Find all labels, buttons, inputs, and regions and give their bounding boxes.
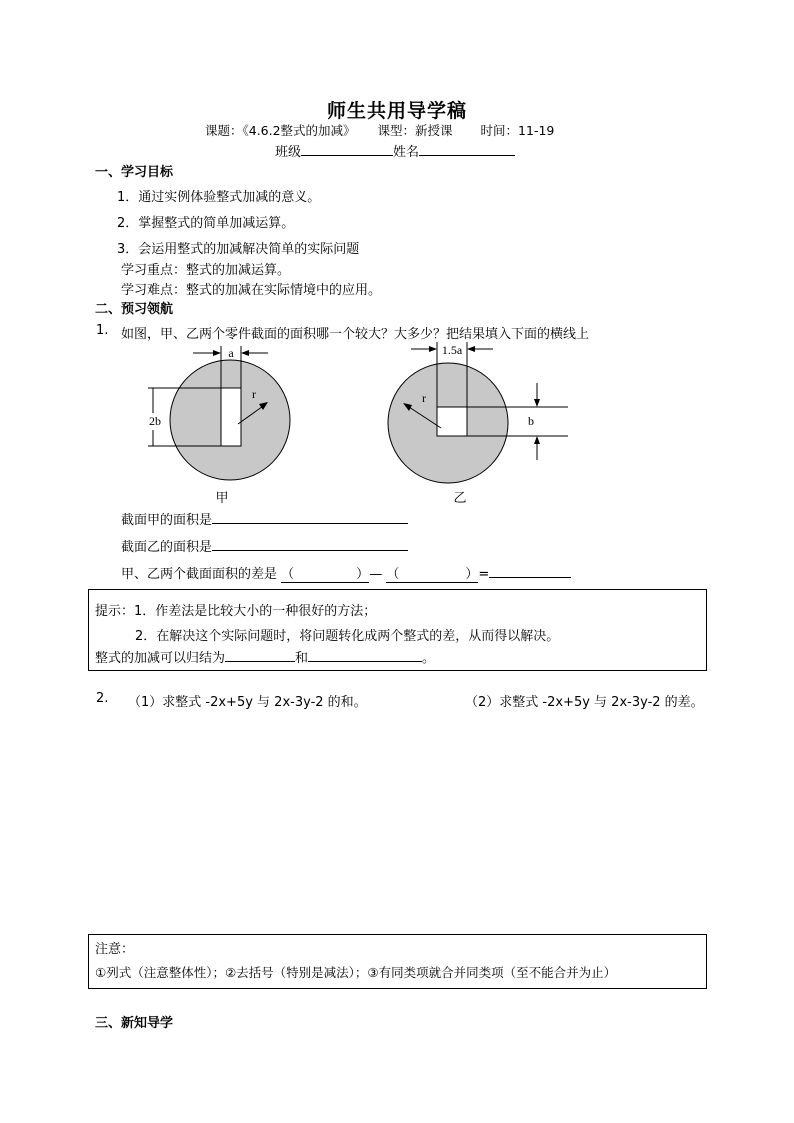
difference-blank-2[interactable]: （ ） (386, 567, 479, 582)
minus-sign: — (369, 567, 383, 582)
jia-height-label: 2b (149, 414, 161, 428)
jia-width-label: a (228, 346, 234, 360)
hint-line-1: 提示：1．作差法是比较大小的一种很好的方法； (95, 604, 377, 619)
note-title: 注意： (95, 942, 135, 957)
key-point: 学习重点：整式的加减运算。 (121, 263, 291, 278)
difference-line (121, 563, 571, 582)
goal-item: 1．通过实例体验整式加减的意义。 (117, 190, 321, 205)
figure-cross-sections (0, 0, 794, 520)
section1-heading: 一、学习目标 (95, 165, 174, 180)
hint-blank-2[interactable] (308, 648, 422, 662)
jia-hole (221, 388, 241, 446)
goal-item: 2．掌握整式的简单加减运算。 (117, 216, 295, 231)
lesson-type: 课型：新授课 (377, 123, 453, 138)
q2-number: 2. (96, 691, 109, 706)
difficulty: 学习难点：整式的加减在实际情境中的应用。 (121, 283, 382, 298)
page-title: 师生共用导学稿 (326, 100, 467, 122)
yi-radius-label: r (422, 391, 426, 405)
q2-part1: （1）求整式 -2x+5y 与 2x-3y-2 的和。 (128, 695, 367, 710)
q1-number: 1. (96, 323, 109, 338)
figure-yi (388, 342, 568, 505)
equals-sign: = (478, 567, 490, 582)
topic: 课题：《4.6.2整式的加减》 (205, 123, 356, 138)
area-jia-blank[interactable] (212, 510, 408, 524)
goal-item: 3．会运用整式的加减解决简单的实际问题 (117, 242, 360, 257)
difference-blank-1[interactable]: （ ） (281, 567, 370, 582)
yi-width-label: 1.5a (441, 343, 463, 357)
q2-part2: （2）求整式 -2x+5y 与 2x-3y-2 的差。 (465, 695, 704, 710)
lesson-time: 时间：11-19 (480, 123, 555, 138)
jia-radius-label: r (252, 387, 256, 401)
section3-heading: 三、新知导学 (95, 1016, 174, 1031)
area-yi-label: 截面乙的面积是 (121, 540, 213, 555)
area-jia-line (121, 509, 408, 528)
hint-line-2: 2．在解决这个实际问题时，将问题转化成两个整式的差，从而得以解决。 (135, 629, 560, 644)
name-label: 姓名 (393, 145, 420, 160)
yi-height-label: b (528, 414, 534, 428)
section2-heading: 二、预习领航 (95, 302, 174, 317)
hint-blank-1[interactable] (225, 648, 295, 662)
yi-hole (437, 407, 467, 436)
class-label: 班级 (275, 145, 302, 160)
q1-text: 如图，甲、乙两个零件截面的面积哪一个较大？大多少？把结果填入下面的横线上 (121, 327, 590, 342)
difference-result-blank[interactable] (489, 564, 571, 578)
yi-caption: 乙 (453, 490, 467, 505)
note-text: ①列式（注意整体性）；②去括号（特别是减法）；③有同类项就合并同类项（至不能合并为止） (95, 965, 617, 980)
jia-caption: 甲 (215, 490, 229, 505)
difference-label: 甲、乙两个截面面积的差是 (121, 567, 278, 582)
area-yi-blank[interactable] (212, 537, 408, 551)
area-jia-label: 截面甲的面积是 (121, 513, 213, 528)
hint-line-3: 整式的加减可以归结为 和 。 (95, 647, 435, 666)
figure-jia (148, 346, 290, 505)
area-yi-line (121, 536, 408, 555)
